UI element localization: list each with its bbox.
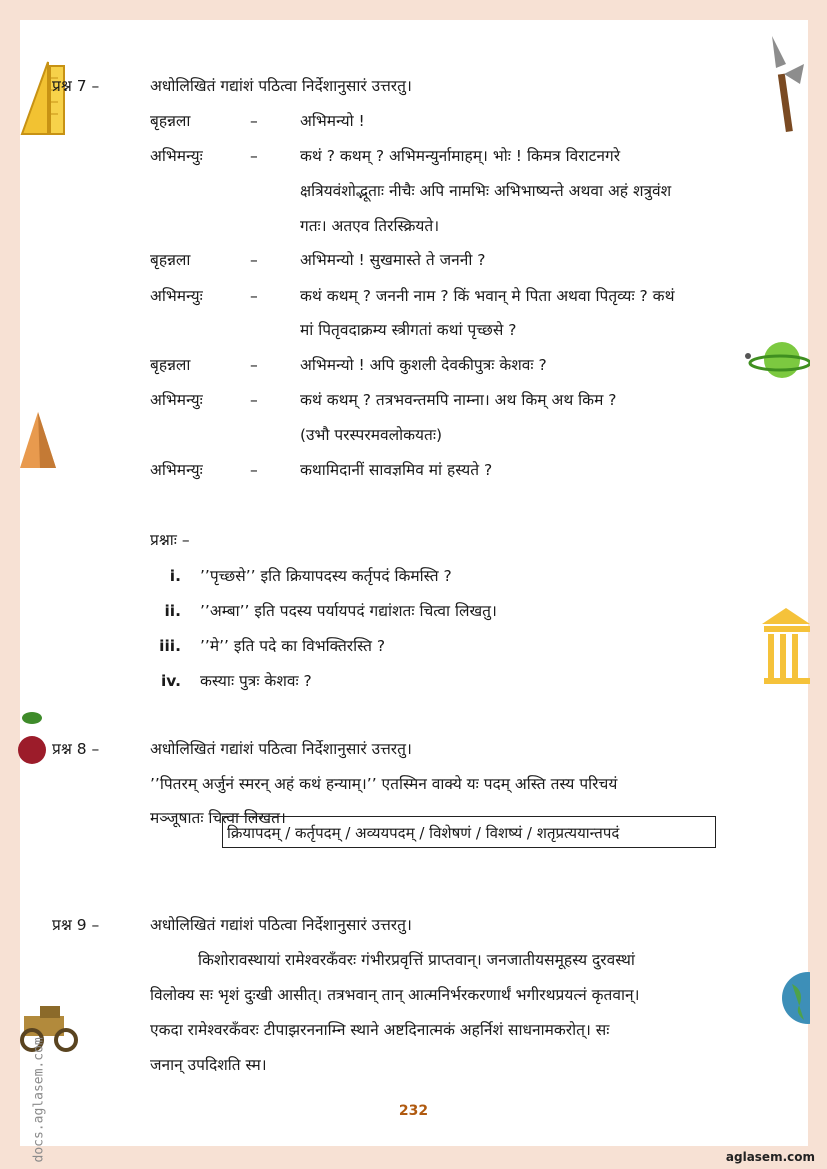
dialogue-line: अभिमन्यो ! अपि कुशली देवकीपुत्रः केशवः ? <box>300 356 547 374</box>
dialogue-line: क्षत्रियवंशोद्भूताः नीचैः अपि नामभिः अभिभाष्यन्ते अथवा अहं शत्रुवंश <box>300 182 672 200</box>
side-watermark: docs.aglasem.com <box>31 1037 47 1163</box>
dialogue-line: अभिमन्यो ! सुखमास्ते ते जननी ? <box>300 251 486 269</box>
q7-label: प्रश्न 7 – <box>52 77 100 95</box>
dash-6: – <box>250 391 258 409</box>
speaker-4: अभिमन्युः <box>150 287 203 305</box>
pyramid-icon <box>18 410 58 470</box>
globe-icon <box>778 962 810 1034</box>
passage-line: जनान् उपदिशति स्म। <box>150 1056 267 1074</box>
dash-5: – <box>250 356 258 374</box>
dialogue-line: कथं कथम् ? जननी नाम ? किं भवान् मे पिता अथवा पितृव्यः ? कथं <box>300 287 675 305</box>
question-number: ii. <box>164 602 181 620</box>
speaker-6: अभिमन्युः <box>150 391 203 409</box>
speaker-7: अभिमन्युः <box>150 461 203 479</box>
temple-pillars-icon <box>760 606 810 686</box>
q8-instruction: अधोलिखितं गद्यांशं पठित्वा निर्देशानुसारं उत्तरतु। <box>150 740 412 758</box>
q8-sentence: ’’पितरम् अर्जुनं स्मरन् अहं कथं हन्याम्।’’ एतस्मिन वाक्ये यः पदम् अस्ति तस्य परिचयं <box>150 775 618 793</box>
dash-1: – <box>250 112 258 130</box>
word-options-box: क्रियापदम् / कर्तृपदम् / अव्ययपदम् / विशेषणं / विशष्यं / शतृप्रत्ययान्तपदं <box>222 816 716 848</box>
passage-line: विलोक्य सः भृशं दुःखी आसीत्। तत्रभवान् तान् आत्मनिर्भरकरणार्थं भगीरथप्रयत्नं कृतवान्। <box>150 986 640 1004</box>
dash-7: – <box>250 461 258 479</box>
q9-label: प्रश्न 9 – <box>52 916 100 934</box>
fruit-icon <box>18 708 56 776</box>
speaker-1: बृहन्नला <box>150 112 191 130</box>
questions-label: प्रश्नाः – <box>150 531 190 549</box>
dialogue-line: कथं ? कथम् ? अभिमन्युर्नामाहम्। भोः ! किमत्र विराटनगरे <box>300 147 621 165</box>
speaker-5: बृहन्नला <box>150 356 191 374</box>
passage-line: किशोरावस्थायां रामेश्वरकँवरः गंभीरप्रवृत्तिं प्राप्तवान्। जनजातीयसमूहस्य दुरवस्थां <box>198 951 635 969</box>
stage-direction: (उभौ परस्परमवलोकयतः) <box>300 426 443 444</box>
q8-direction: मञ्जूषातः चित्वा लिखत। <box>150 809 286 827</box>
dialogue-line: गतः। अतएव तिरस्क्रियते। <box>300 217 440 235</box>
ruler-triangle-icon <box>18 58 68 136</box>
dialogue-line: कथं कथम् ? तत्रभवन्तमपि नाम्ना। अथ किम् अथ किम ? <box>300 391 617 409</box>
question-text: ’’मे’’ इति पदे का विभक्तिरस्ति ? <box>200 637 386 655</box>
question-text: कस्याः पुत्रः केशवः ? <box>200 672 312 690</box>
dialogue-line: कथामिदानीं सावज्ञमिव मां हस्यते ? <box>300 461 493 479</box>
question-text: ’’पृच्छसे’’ इति क्रियापदस्य कर्तृपदं किमस्ति ? <box>200 567 452 585</box>
q7-instruction: अधोलिखितं गद्यांशं पठित्वा निर्देशानुसारं उत्तरतु। <box>150 77 412 95</box>
planet-icon <box>744 336 810 386</box>
vintage-car-icon <box>18 1000 84 1056</box>
question-number: iii. <box>159 637 181 655</box>
dash-4: – <box>250 287 258 305</box>
dash-3: – <box>250 251 258 269</box>
dash-2: – <box>250 147 258 165</box>
question-text: ’’अम्बा’’ इति पदस्य पर्यायपदं गद्यांशतः चित्वा लिखतु। <box>200 602 497 620</box>
footer-site[interactable]: aglasem.com <box>725 1150 815 1164</box>
page-number: 232 <box>398 1103 429 1119</box>
dialogue-line: मां पितृवदाक्रम्य स्त्रीगतां कथां पृच्छसे ? <box>300 321 517 339</box>
q8-label: प्रश्न 8 – <box>52 740 100 758</box>
speaker-3: बृहन्नला <box>150 251 191 269</box>
question-number: iv. <box>160 672 181 690</box>
stone-tools-icon <box>764 34 812 134</box>
dialogue-line: अभिमन्यो ! <box>300 112 365 130</box>
q9-instruction: अधोलिखितं गद्यांशं पठित्वा निर्देशानुसारं उत्तरतु। <box>150 916 412 934</box>
question-number: i. <box>169 567 181 585</box>
passage-line: एकदा रामेश्वरकँवरः टीपाझरननाम्नि स्थाने अष्टदिनात्मकं अहर्निशं साधनामकरोत्। सः <box>150 1021 610 1039</box>
speaker-2: अभिमन्युः <box>150 147 203 165</box>
